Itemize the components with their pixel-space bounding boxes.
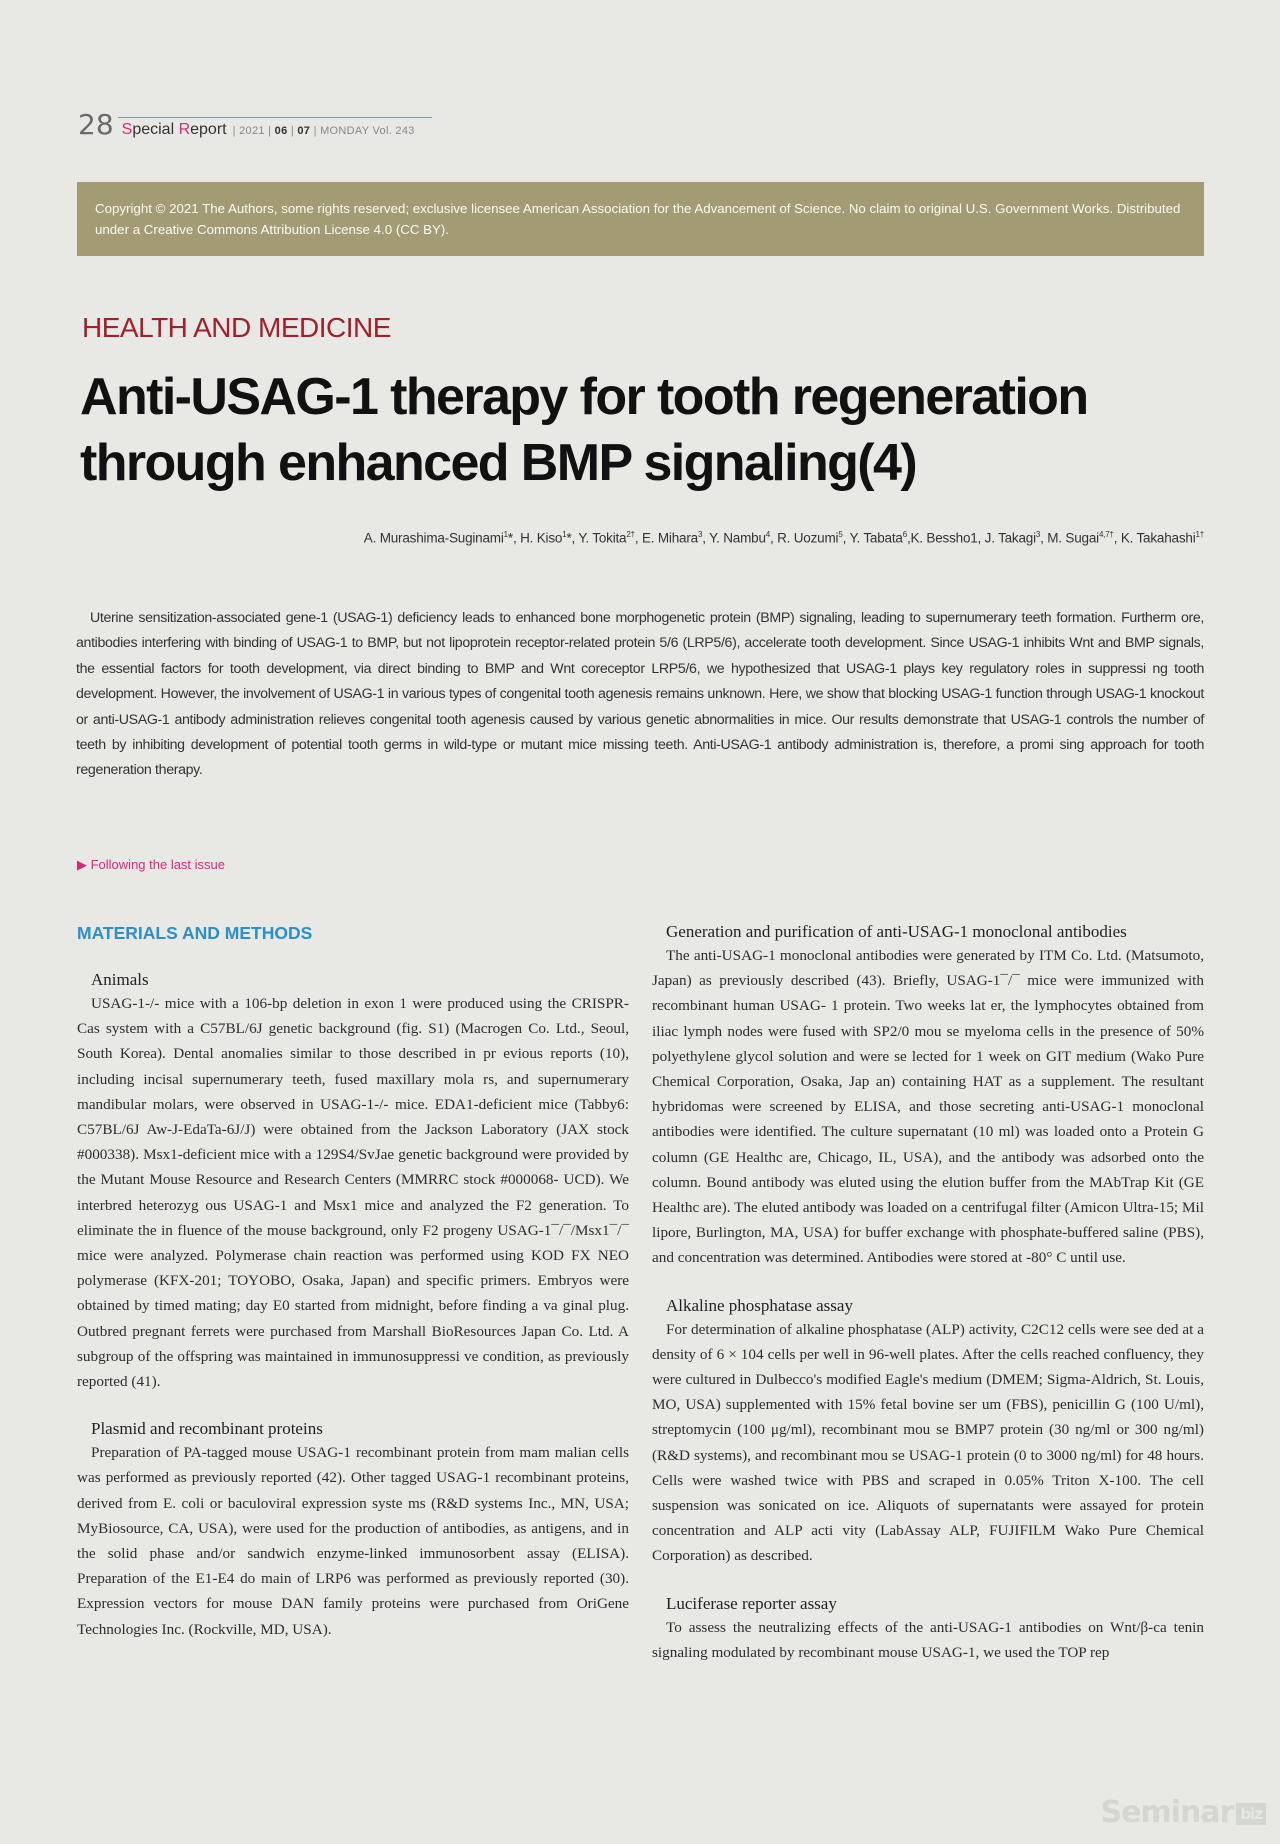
- author-affiliation: 1†: [1195, 530, 1204, 539]
- subheading-generation: Generation and purification of anti-USAG-1 monoclonal antibodies: [666, 922, 1127, 941]
- issue-date: | 2021 | 06 | 07 | MONDAY Vol. 243: [232, 125, 415, 137]
- author-affiliation: 4,7†: [1098, 530, 1114, 539]
- following-last-issue: ▶ Following the last issue: [77, 857, 226, 872]
- paragraph-animals: USAG-1-/- mice with a 106-bp deletion in exon 1 were produced using the CRISPR-Cas system with a C57BL/6J genetic background (fig. S1) (Macrogen Co. Ltd., Seoul, South Korea). Dental anomalies similar to those described in pr evious reports (10), including incisal supernumerary teeth, fused maxillary mola rs, and supernumerary mandibular molars, were observed in USAG-1-/- mice. EDA1-deficient mice (Tabby6: C57BL/6J Aw-J-EdaTa-6J/J) were obtained from the Jackson Laboratory (JAX stock #000338). Msx1-deficient mice with a 129S4/SvJae genetic background were provided by the Mutant Mouse Resource and Research Centers (MMRRC stock #000068- UCD). We interbred heterozyg ous USAG-1 and Msx1 mice and analyzed the F2 generation. To eliminate the in fluence of the mouse background, only F2 progeny USAG-1¯/¯/Msx1¯/¯ mice were analyzed. Polymerase chain reaction was performed using KOD FX NEO polymerase (KFX-201; TOYOBO, Osaka, Japan) and specific primers. Embryos were obtained by timed mating; day E0 started from midnight, before finding a va ginal plug. Outbred pregnant ferrets were purchased from Marshall BioResources Japan Co. Ltd. A subgroup of the offspring was maintained in immunosuppressi ve condition, as previously reported (41).: [77, 995, 629, 1391]
- paragraph-alp: For determination of alkaline phosphatase (ALP) activity, C2C12 cells were see ded at a density of 6 × 104 cells per well in 96-well plates. After the cells reached confluency, they were cultured in Dulbecco's modified Eagle's medium (DMEM; Sigma-Aldrich, St. Louis, MO, USA) supplemented with 15% fetal bovine ser um (FBS), penicillin G (100 U/ml), streptomycin (100 μg/ml), recombinant mou se BMP7 protein (30 ng/ml or 300 ng/ml) (R&D systems), and recombinant mou se USAG-1 protein (0 to 3000 ng/ml) for 48 hours. Cells were washed twice with PBS and scraped in 0.05% Triton X-100. The cell suspension was sonicated on ice. Aliquots of supernatants were assayed for protein concentration and ALP acti vity (LabAssay ALP, FUJIFILM Wako Pure Chemical Corporation) as described.: [652, 1320, 1204, 1565]
- abstract: Uterine sensitization-associated gene-1 (USAG-1) deficiency leads to enhanced bone morphogenetic protein (BMP) signaling, leading to supernumerary teeth formation. Furtherm ore, antibodies interfering with binding of USAG-1 to BMP, but not lipoprotein receptor-related protein 5/6 (LRP5/6), accelerate tooth development. Since USAG-1 inhibits Wnt and BMP signals, the essential factors for tooth development, via direct binding to BMP and Wnt coreceptor LRP5/6, we hypothesized that USAG-1 plays key regulatory roles in suppressi ng tooth development. However, the involvement of USAG-1 in various types of congenital tooth agenesis remains unknown. Here, we show that blocking USAG-1 function through USAG-1 knockout or anti-USAG-1 antibody administration relieves congenital tooth agenesis caused by various genetic abnormalities in mice. Our results demonstrate that USAG-1 controls the number of teeth by inhibiting development of potential tooth germs in wild-type or mutant mice missing teeth. Anti-USAG-1 antibody administration is, therefore, a promi sing approach for tooth regeneration therapy.: [76, 610, 1204, 779]
- subheading-luciferase: Luciferase reporter assay: [666, 1593, 837, 1613]
- author-affiliation: 2†: [626, 530, 635, 539]
- subheading-plasmid: Plasmid and recombinant proteins: [91, 1419, 323, 1439]
- author-name: M. Sugai: [1047, 530, 1099, 546]
- author-name: H. Kiso: [520, 530, 563, 546]
- author-name: R. Uozumi: [777, 530, 839, 546]
- author-name: Y. Tokita: [578, 530, 627, 546]
- author-name: K. Takahashi: [1120, 530, 1196, 546]
- author-name: K. Bessho1, J. Takagi: [910, 530, 1036, 546]
- author-affiliation: 1: [562, 530, 567, 539]
- author-affiliation: 3: [697, 530, 703, 539]
- author-affiliation: 1: [503, 530, 508, 539]
- subheading-animals: Animals: [91, 970, 149, 989]
- author-list: A. Murashima-Suginami$^1$*, H. Kiso$^1$*, Y. Tokita$^{2\dagger}$, E. Mihara$^3$, Y. Nambu$^4$, R. Uozumi$^5$, Y. Tabata$^6$,K. Bessho1, J. Takagi$^3$, M. Sugai$^{4,7\dagger}$, K. Takahashi$^{1\dagger}$: [363, 530, 1204, 546]
- author-name: Y. Nambu: [709, 530, 766, 546]
- page-number: 28: [78, 108, 114, 141]
- author-affiliation: 4: [765, 530, 770, 539]
- category-label: HEALTH AND MEDICINE: [82, 312, 391, 343]
- page-header: [78, 108, 415, 141]
- publisher-logo: Seminar biz: [1100, 1795, 1266, 1830]
- section-name: Special Report: [121, 121, 227, 138]
- author-name: A. Murashima-Suginami: [363, 530, 504, 546]
- paragraph-luciferase: To assess the neutralizing effects of the anti-USAG-1 antibodies on Wnt/β-ca tenin signaling modulated by recombinant mouse USAG-1, we used the TOP rep: [652, 1618, 1204, 1661]
- author-name: E. Mihara: [641, 530, 698, 546]
- subheading-alp: Alkaline phosphatase assay: [666, 1295, 853, 1315]
- left-column: [77, 918, 629, 1667]
- header-rule: [118, 117, 432, 118]
- paragraph-plasmid: Preparation of PA-tagged mouse USAG-1 recombinant protein from mam malian cells was performed as previously reported (42). Other tagged USAG-1 recombinant proteins, derived from E. coli or baculoviral expression syste ms (R&D systems Inc., MN, USA; MyBiosource, CA, USA), were used for the production of antibodies, as antigens, and in the solid phase and/or sandwich enzyme-linked immunosorbent assay (ELISA). Preparation of the E1-E4 do main of LRP6 was performed as previously reported (30). Expression vectors for mouse DAN family proteins were purchased from OriGene Technologies Inc. (Rockville, MD, USA).: [77, 1444, 629, 1638]
- article-title: Anti-USAG-1 therapy for tooth regeneration through enhanced BMP signaling(4): [80, 368, 1088, 492]
- copyright-banner: Copyright © 2021 The Authors, some rights reserved; exclusive licensee American Association for the Advancement of Science. No claim to original U.S. Government Works. Distributed under a Creative Commons Attribution License 4.0 (CC BY).: [77, 182, 1204, 256]
- author-affiliation: 6: [902, 530, 907, 539]
- paragraph-generation: The anti-USAG-1 monoclonal antibodies were generated by ITM Co. Ltd. (Matsumoto, Japan) as previously described (43). Briefly, USAG-1¯/¯ mice were immunized with recombinant human USAG- 1 protein. Two weeks lat er, the lymphocytes obtained from iliac lymph nodes were fused with SP2/0 mou se myeloma cells in the presence of 50% polyethylene glycol solution and were se lected for 1 week on GIT medium (Wako Pure Chemical Corporation, Osaka, Jap an) containing HAT as a supplement. The resultant hybridomas were screened by ELISA, and those secreting anti-USAG-1 monoclonal antibodies were identified. The culture supernatant (10 ml) was loaded onto a Protein G column (GE Healthc are, Chicago, IL, USA), and the antibody was adsorbed onto the column. Bound antibody was eluted using the elution buffer from the MAbTrap Kit (GE Healthc are). The eluted antibody was loaded on a centrifugal filter (Amicon Ultra-15; Mil lipore, Burlington, MA, USA) for buffer exchange with phosphate-buffered saline (PBS), and concentration was determined. Antibodies were stored at -80° C until use.: [652, 947, 1204, 1267]
- author-name: Y. Tabata: [849, 530, 903, 546]
- author-affiliation: 3: [1035, 530, 1041, 539]
- right-column: [652, 922, 1204, 1690]
- section-heading: MATERIALS AND METHODS: [77, 923, 313, 943]
- author-affiliation: 5: [838, 530, 843, 539]
